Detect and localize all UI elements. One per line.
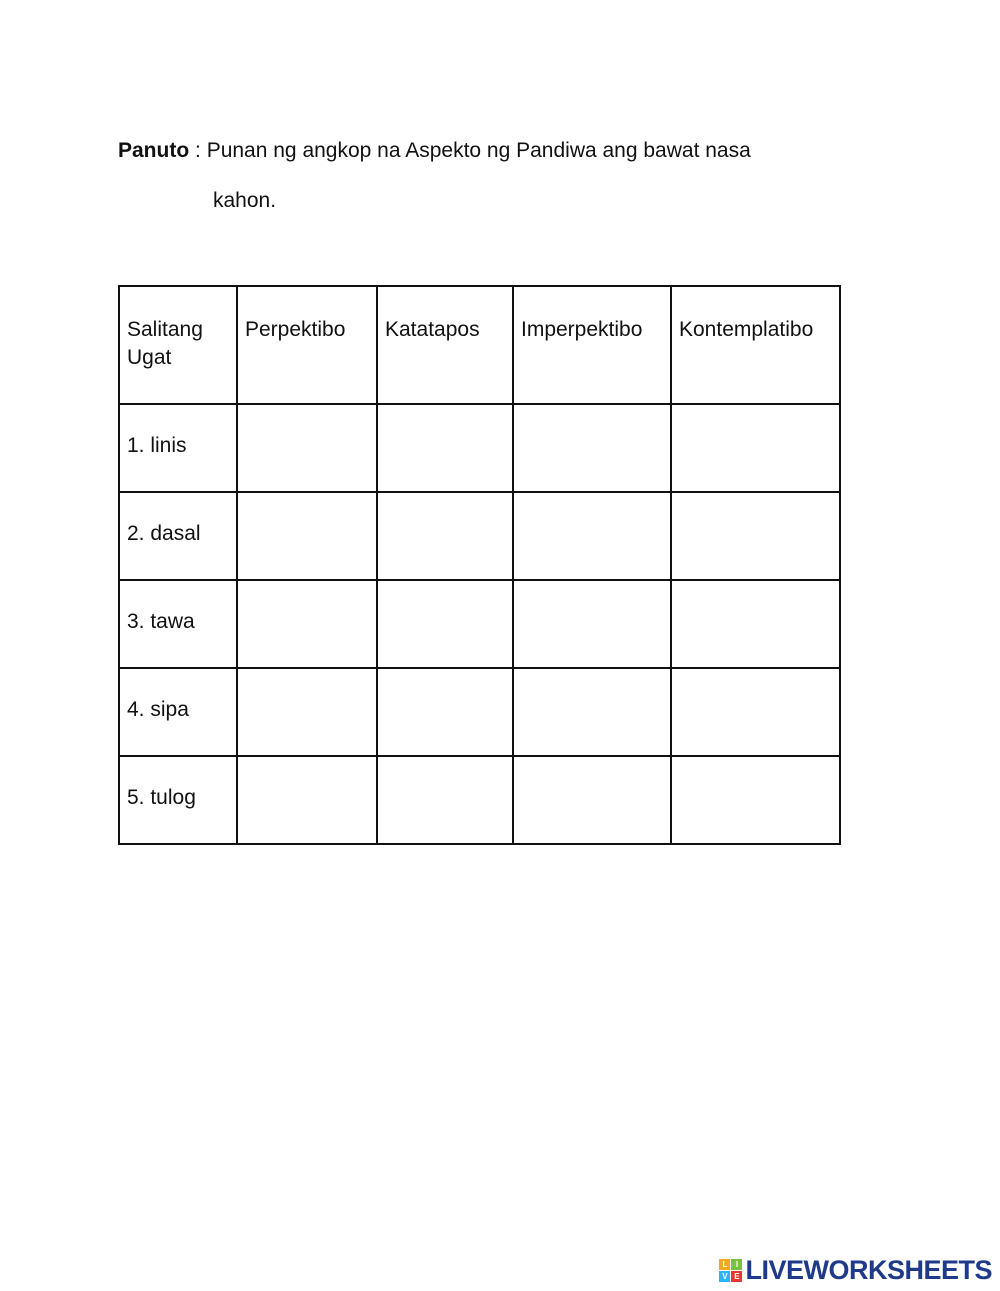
instruction-separator: : — [189, 139, 207, 162]
instruction — [118, 137, 878, 212]
table-row — [119, 492, 840, 580]
root-word-cell: 4. sipa — [119, 668, 237, 756]
answer-cell-perpektibo[interactable] — [237, 756, 377, 844]
logo-tile-i: I — [731, 1259, 742, 1270]
header-imperpektibo: Imperpektibo — [513, 286, 671, 404]
root-word-cell: 5. tulog — [119, 756, 237, 844]
answer-cell-perpektibo[interactable] — [237, 580, 377, 668]
root-word-cell: 3. tawa — [119, 580, 237, 668]
answer-cell-kontemplatibo[interactable] — [671, 668, 840, 756]
header-salitang-ugat: Salitang Ugat — [119, 286, 237, 404]
header-kontemplatibo: Kontemplatibo — [671, 286, 840, 404]
answer-cell-katatapos[interactable] — [377, 580, 513, 668]
answer-cell-katatapos[interactable] — [377, 756, 513, 844]
table-row — [119, 668, 840, 756]
header-katatapos: Katatapos — [377, 286, 513, 404]
table-row — [119, 404, 840, 492]
liveworksheets-logo-text: LIVEWORKSHEETS — [745, 1255, 992, 1285]
table-header-row — [119, 286, 840, 404]
answer-cell-katatapos[interactable] — [377, 492, 513, 580]
answer-cell-perpektibo[interactable] — [237, 492, 377, 580]
answer-cell-perpektibo[interactable] — [237, 404, 377, 492]
answer-cell-imperpektibo[interactable] — [513, 756, 671, 844]
table-row — [119, 756, 840, 844]
instruction-text-line1: Punan ng angkop na Aspekto ng Pandiwa ang bawat nasa — [206, 139, 751, 162]
answer-cell-kontemplatibo[interactable] — [671, 580, 840, 668]
table-row — [119, 580, 840, 668]
answer-cell-imperpektibo[interactable] — [513, 492, 671, 580]
answer-cell-imperpektibo[interactable] — [513, 668, 671, 756]
liveworksheets-logo-icon — [719, 1259, 742, 1282]
verb-aspect-table — [118, 285, 841, 845]
answer-cell-kontemplatibo[interactable] — [671, 756, 840, 844]
root-word-cell: 2. dasal — [119, 492, 237, 580]
answer-cell-perpektibo[interactable] — [237, 668, 377, 756]
liveworksheets-logo — [719, 1254, 992, 1286]
instruction-label: Panuto — [118, 139, 190, 162]
logo-tile-e: E — [731, 1271, 742, 1282]
answer-cell-kontemplatibo[interactable] — [671, 404, 840, 492]
root-word-cell: 1. linis — [119, 404, 237, 492]
answer-cell-katatapos[interactable] — [377, 404, 513, 492]
answer-cell-imperpektibo[interactable] — [513, 404, 671, 492]
answer-cell-kontemplatibo[interactable] — [671, 492, 840, 580]
instruction-text-line2: kahon. — [213, 189, 277, 212]
logo-tile-v: V — [719, 1271, 730, 1282]
answer-cell-imperpektibo[interactable] — [513, 580, 671, 668]
header-perpektibo: Perpektibo — [237, 286, 377, 404]
answer-cell-katatapos[interactable] — [377, 668, 513, 756]
logo-tile-l: L — [719, 1259, 730, 1270]
